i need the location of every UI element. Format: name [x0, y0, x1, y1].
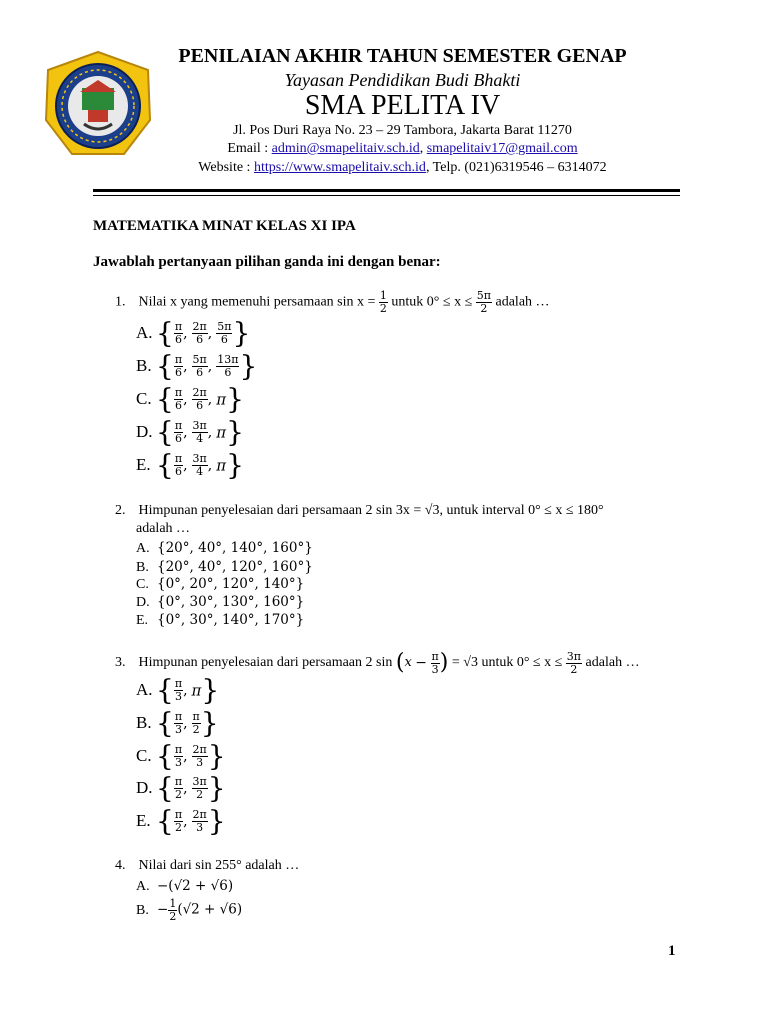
- option-label: E.: [136, 811, 151, 831]
- option-label: B.: [136, 902, 149, 918]
- option-label: C.: [136, 389, 152, 409]
- question-text: Nilai dari sin 255° adalah …: [138, 858, 300, 873]
- phone-text: , Telp. (021)6319546 – 6314072: [425, 160, 607, 175]
- option-label: A.: [136, 541, 150, 556]
- question-2-cont: adalah …: [136, 521, 191, 536]
- option-value: −(√2 + √6): [157, 878, 234, 894]
- q3-option-b[interactable]: B. { $\frac{\pi}{3}$ , $\frac{\pi}{2}$ }: [136, 706, 219, 740]
- q1-option-a[interactable]: A. { $\frac{\pi}{6}$ , $\frac{2\pi}{6}$ , $\frac{5\pi}{6}$ }: [136, 316, 251, 350]
- option-value: {0°, 20°, 120°, 140°}: [157, 576, 305, 592]
- fraction-pi-3: $\frac{\pi}{3}$: [431, 649, 439, 676]
- question-text: Himpunan penyelesaian dari persamaan 2 sin 3x = √3, untuk interval 0° ≤ x ≤ 180°: [138, 503, 604, 518]
- q2-option-d[interactable]: [136, 594, 304, 611]
- option-label: B.: [136, 356, 152, 376]
- option-label: C.: [136, 577, 149, 592]
- q2-option-a[interactable]: [136, 540, 313, 557]
- option-value: {0°, 30°, 140°, 170°}: [157, 612, 305, 628]
- email-label: Email :: [227, 141, 272, 156]
- option-value: {20°, 40°, 140°, 160°}: [157, 540, 313, 556]
- q2-option-e[interactable]: [136, 612, 304, 629]
- q3-option-a[interactable]: A. { $\frac{\pi}{3}$ , π}: [136, 673, 220, 707]
- question-text: Nilai x yang memenuhi persamaan sin x =: [138, 294, 376, 310]
- option-label: B.: [136, 713, 152, 733]
- option-label: A.: [136, 879, 150, 894]
- option-label: D.: [136, 778, 153, 798]
- option-label: A.: [136, 680, 153, 700]
- question-text: adalah …: [495, 294, 550, 310]
- q1-option-b[interactable]: B. { $\frac{\pi}{6}$ , $\frac{5\pi}{6}$ , $\frac{13\pi}{6}$ }: [136, 349, 258, 383]
- question-1: [115, 290, 550, 315]
- option-label: C.: [136, 746, 152, 766]
- question-2: [115, 503, 604, 519]
- header-rule-thick: [93, 189, 680, 192]
- q3-option-d[interactable]: D. { $\frac{\pi}{2}$ , $\frac{3\pi}{2}$ }: [136, 771, 226, 805]
- question-3: 3. Himpunan penyelesaian dari persamaan 2 sin (x − $\frac{\pi}{3}$ ) = √3 untuk 0° ≤ x ≤ $\frac{3\pi}{2}$ adalah …: [115, 649, 640, 676]
- option-label: A.: [136, 323, 153, 343]
- q3-option-c[interactable]: C. { $\frac{\pi}{3}$ , $\frac{2\pi}{3}$ }: [136, 739, 226, 773]
- option-value: {0°, 30°, 130°, 160°}: [157, 594, 305, 610]
- question-text: = √3 untuk 0° ≤ x ≤: [451, 655, 563, 671]
- q1-option-e[interactable]: E. { $\frac{\pi}{6}$ , $\frac{3\pi}{4}$ , π}: [136, 448, 244, 482]
- option-label: B.: [136, 560, 149, 575]
- school-name: SMA PELITA IV: [304, 90, 501, 121]
- page-number: 1: [668, 943, 676, 959]
- q3-option-e[interactable]: E. { $\frac{\pi}{2}$ , $\frac{2\pi}{3}$ }: [136, 804, 226, 838]
- exam-title: PENILAIAN AKHIR TAHUN SEMESTER GENAP: [178, 45, 627, 67]
- q2-option-b[interactable]: [136, 559, 313, 576]
- q4-option-a[interactable]: [136, 878, 233, 895]
- website-line: [130, 160, 675, 176]
- option-value: {20°, 40°, 120°, 160°}: [157, 559, 313, 575]
- q1-option-d[interactable]: D. { $\frac{\pi}{6}$ , $\frac{3\pi}{4}$ , π}: [136, 415, 244, 449]
- fraction-5pi-2: $\frac{5\pi}{2}$: [476, 289, 491, 315]
- question-number: 4.: [115, 858, 126, 873]
- foundation-name: Yayasan Pendidikan Budi Bhakti: [284, 70, 521, 90]
- option-value: (√2 + √6): [177, 901, 243, 918]
- option-label: E.: [136, 613, 149, 628]
- fraction-3pi-2: $\frac{3\pi}{2}$: [566, 649, 582, 676]
- question-text: adalah …: [585, 655, 640, 671]
- school-address: Jl. Pos Duri Raya No. 23 – 29 Tambora, Jakarta Barat 11270: [233, 123, 572, 138]
- option-label: D.: [136, 422, 153, 442]
- option-label: D.: [136, 595, 150, 610]
- question-number: 2.: [115, 503, 126, 518]
- question-4: [115, 858, 299, 874]
- question-number: 1.: [115, 294, 126, 310]
- q2-option-c[interactable]: [136, 576, 304, 593]
- question-text: Himpunan penyelesaian dari persamaan 2 sin: [138, 655, 393, 671]
- subject-title: MATEMATIKA MINAT KELAS XI IPA: [93, 218, 356, 234]
- fraction-one-half: $\frac{1}{2}$: [169, 897, 177, 923]
- instruction-text: Jawablah pertanyaan pilihan ganda ini dengan benar:: [93, 254, 441, 270]
- option-label: E.: [136, 455, 151, 475]
- email-link-admin[interactable]: admin@smapelitaiv.sch.id: [271, 141, 420, 156]
- question-text: untuk 0° ≤ x ≤: [391, 294, 473, 310]
- website-link[interactable]: https://www.smapelitaiv.sch.id: [253, 160, 426, 175]
- website-label: Website :: [198, 160, 254, 175]
- email-link-gmail[interactable]: smapelitaiv17@gmail.com: [426, 141, 578, 156]
- q1-option-c[interactable]: C. { $\frac{\pi}{6}$ , $\frac{2\pi}{6}$ , π}: [136, 382, 244, 416]
- header-rule-thin: [93, 195, 680, 196]
- q4-option-b[interactable]: [136, 898, 242, 923]
- fraction-one-half: $\frac{1}{2}$: [379, 289, 387, 315]
- question-number: 3.: [115, 655, 126, 671]
- email-line: Email : admin@smapelitaiv.sch.id, smapelitaiv17@gmail.com: [227, 141, 578, 156]
- option-sign: −: [157, 901, 169, 918]
